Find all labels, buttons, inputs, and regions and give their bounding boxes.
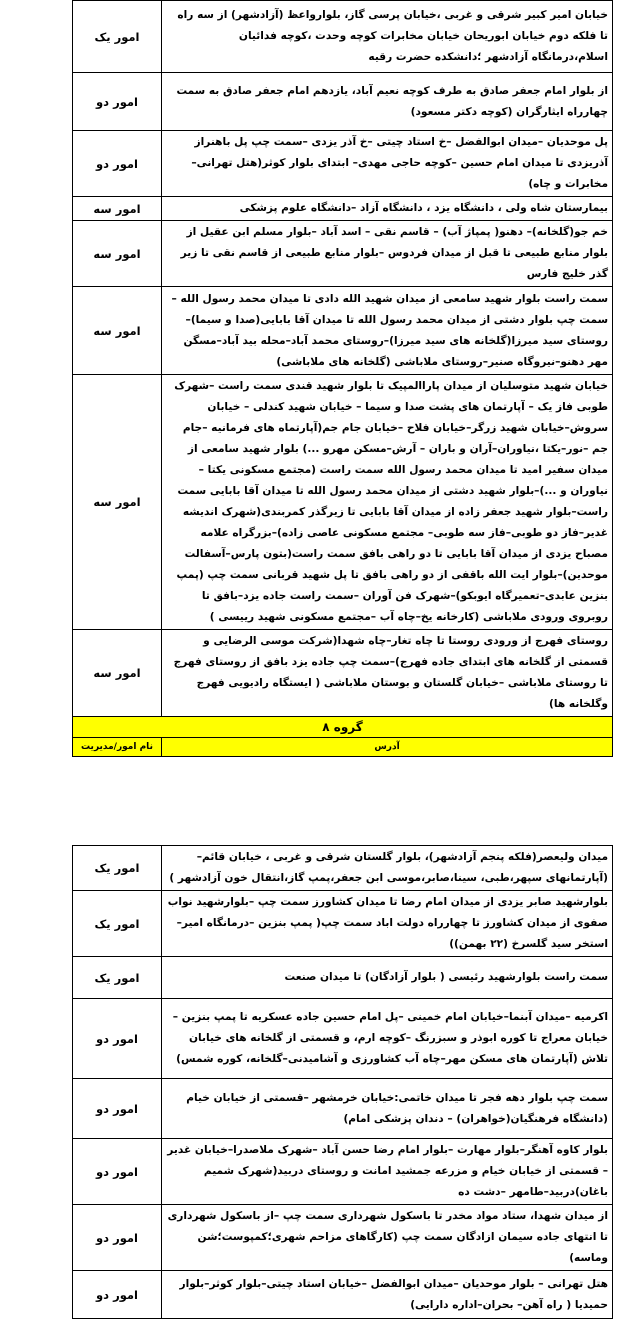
table-row: [73, 375, 613, 630]
header-row: [73, 738, 613, 757]
address-cell: از بلوار امام جعفر صادق به طرف کوچه نعیم آباد، یازدهم امام جعفر صادق به سمت چهارراه ایثارگران (کوچه دکتر مسعود): [162, 73, 613, 131]
region-cell: امور سه: [73, 375, 162, 630]
address-cell: بیمارستان شاه ولی ، دانشگاه یزد ، دانشگاه آزاد –دانشگاه علوم پزشکی: [162, 197, 613, 221]
address-cell: میدان ولیعصر(فلکه پنجم آزادشهر)، بلوار گلستان شرقی و غربی ، خیابان قائم–(آپارتمانهای سپهر،طبی، سینا،صابر،موسی ابن جعفر،پمپ گاز،انتقال خون آزادشهر ): [162, 846, 613, 891]
address-cell: روستای فهرج از ورودی روستا تا چاه تغار–چاه شهدا(شرکت موسی الرضایی و قسمتی از گلخانه های ابتدای جاده فهرج)–سمت چپ جاده یزد بافق از روستای فهرج تا روستای ملاباشی –خیابان گلستان و بوستان ملاباشی ( ایستگاه رادیویی فهرج وگلخانه ها): [162, 630, 613, 717]
region-cell: امور دو: [73, 1271, 162, 1319]
group-title-row: [73, 717, 613, 738]
address-cell: اکرمیه –میدان آبنما–خیابان امام خمینی –پل امام حسین جاده عسکریه تا پمپ بنزین –خیابان معراج تا کوره ابوذر و سبزرنگ –کوچه ارم، و قسمتی از گلخانه های خیابان تلاش (آپارتمان های مسکن مهر–چاه آب کشاورزی و آشامیدنی–گلخانه، کوره شمس): [162, 999, 613, 1079]
address-cell: سمت راست بلوارشهید رئیسی ( بلوار آزادگان) تا میدان صنعت: [162, 957, 613, 999]
address-cell: بلوار کاوه آهنگر–بلوار مهارت –بلوار امام رضا حسن آباد –شهرک ملاصدرا–خیابان غدیر – قسمتی از خیابان خیام و مزرعه جمشید امانت و روستای دربید(شهرک شمیم باغان)دربید–طامهر –دشت ده: [162, 1139, 613, 1205]
region-cell: امور یک: [73, 957, 162, 999]
address-cell: خیابان امیر کبیر شرقی و غربی ،خیابان پرسی گاز، بلوارواعظ (آزادشهر) از سه راه تا فلکه دوم خیابان ابوریحان خیابان مخابرات کوچه وحدت ،کوچه فدائیان اسلام،درمانگاه آزادشهر ؛دانشکده حضرت رقیه: [162, 1, 613, 73]
table-row: [73, 891, 613, 957]
region-cell: امور دو: [73, 1139, 162, 1205]
table-row: [73, 999, 613, 1079]
address-cell: سمت چپ بلوار دهه فجر تا میدان خاتمی:خیابان خرمشهر –قسمتی از خیابان خیام (دانشگاه فرهنگیان(خواهران) – دندان پزشکی امام): [162, 1079, 613, 1139]
address-cell: پل موحدیان –میدان ابوالفضل –خ استاد چیتی –خ آذر یزدی –سمت چپ پل باهنراز آذریزدی تا میدان امام حسین –کوچه حاجی مهدی– ابتدای بلوار کوثر(هتل تهرانی–مخابرات و چاه): [162, 131, 613, 197]
table-row: [73, 1271, 613, 1319]
address-cell: خم جو(گلخانه)– دهنو( پمپاژ آب) – قاسم نقی – اسد آباد –بلوار مسلم ابن عقیل از بلوار منابع طبیعی تا قبل از میدان فردوس –بلوار منابع طبیعی از قاسم نقی تا زیر گذر خلیج فارس: [162, 221, 613, 287]
table-row: [73, 287, 613, 375]
table-row: [73, 846, 613, 891]
region-cell: امور یک: [73, 1, 162, 73]
region-cell: امور دو: [73, 73, 162, 131]
outage-table-bottom: [72, 845, 613, 1319]
table-row: [73, 1, 613, 73]
region-cell: امور دو: [73, 999, 162, 1079]
outage-table-top: [72, 0, 613, 757]
header-address: آدرس: [162, 738, 613, 757]
region-cell: امور یک: [73, 891, 162, 957]
table-row: [73, 1139, 613, 1205]
region-cell: امور سه: [73, 287, 162, 375]
table-row: [73, 1205, 613, 1271]
address-cell: خیابان شهید متوسلیان از میدان پاراالمپیک تا بلوار شهید قندی سمت راست –شهرک طوبی فاز یک – آپارتمان های پشت صدا و سیما – خیابان شهید کندلی – خیابان سروش–خیابان شهید زرگر–خیابان فلاح –خیابان جام جم(آپارتماه های فرمانیه –جام جم –نور–یکتا ،نیاوران–آران و باران – آرش–مسکن مهرو ...) بلوار شهید سامعی از میدان سفیر امید تا میدان محمد رسول الله سمت راست (مجتمع مسکونی یکتا – نیاوران و ...)–بلوار شهید دشتی از میدان محمد رسول الله تا میدان آقا بابایی سمت راست–بلوار شهید جعفر زاده از میدان آقا بابایی تا زیرگذر کمربندی(شهرک اندیشه غدیر–فاز دو طوبی–فاز سه طوبی– مجتمع مسکونی عاصی زاده)–بزرگراه علامه مصباح یزدی از میدان آقا بابایی تا دو راهی بافق سمت راست(بتون پارس–آسفالت موحدین)–بلوار ایت الله باقفی از دو راهی بافق تا پل شهید قربانی سمت چپ (پمپ بنزین عابدی–تعمیرگاه ایوبکو)–شهرک فن آوران –سمت راست جاده یزد–بافق تا روبروی ورودی ملاباشی (کارخانه یخ–چاه آب –مجتمع مسکونی شهید رییسی ): [162, 375, 613, 630]
table-row: [73, 957, 613, 999]
table-row: [73, 73, 613, 131]
table-row: [73, 131, 613, 197]
header-region: نام امور/مدیریت: [73, 738, 162, 757]
table-row: [73, 197, 613, 221]
region-cell: امور دو: [73, 1205, 162, 1271]
address-cell: هتل تهرانی – بلوار موحدیان –میدان ابوالفضل –خیابان استاد چیتی–بلوار کوثر–بلوار حمیدیا ( راه آهن– بحران–اداره دارایی): [162, 1271, 613, 1319]
table-row: [73, 630, 613, 717]
table-row: [73, 1079, 613, 1139]
region-cell: امور دو: [73, 1079, 162, 1139]
region-cell: امور سه: [73, 630, 162, 717]
group-title: گروه ۸: [73, 717, 613, 738]
region-cell: امور سه: [73, 197, 162, 221]
address-cell: از میدان شهدا، ستاد مواد مخدر تا باسکول شهرداری سمت چپ –از باسکول شهرداری تا انتهای جاده سیمان ازادگان سمت چپ (کارگاهای مزاحم شهری؛کمپوست؛شن وماسه): [162, 1205, 613, 1271]
address-cell: سمت راست بلوار شهید سامعی از میدان شهید الله دادی تا میدان محمد رسول الله –سمت چپ بلوار دشتی از میدان محمد رسول الله تا میدان آقا بابایی(صدا و سیما)–روستای سید میرزا(گلخانه های سید میرزا)–روستای محمد آباد–محله بید آباد–مسگن مهر دهنو–نیروگاه صنیر–روستای ملاباشی (گلخانه های ملاباشی): [162, 287, 613, 375]
region-cell: امور دو: [73, 131, 162, 197]
region-cell: امور سه: [73, 221, 162, 287]
table-row: [73, 221, 613, 287]
region-cell: امور یک: [73, 846, 162, 891]
address-cell: بلوارشهید صابر یزدی از میدان امام رضا تا میدان کشاورز سمت چپ –بلوارشهید نواب صفوی از میدان کشاورز تا چهارراه دولت اباد سمت چپ( پمپ بنزین –درمانگاه امیر–استخر سید گلسرخ (۲۲ بهمن)): [162, 891, 613, 957]
